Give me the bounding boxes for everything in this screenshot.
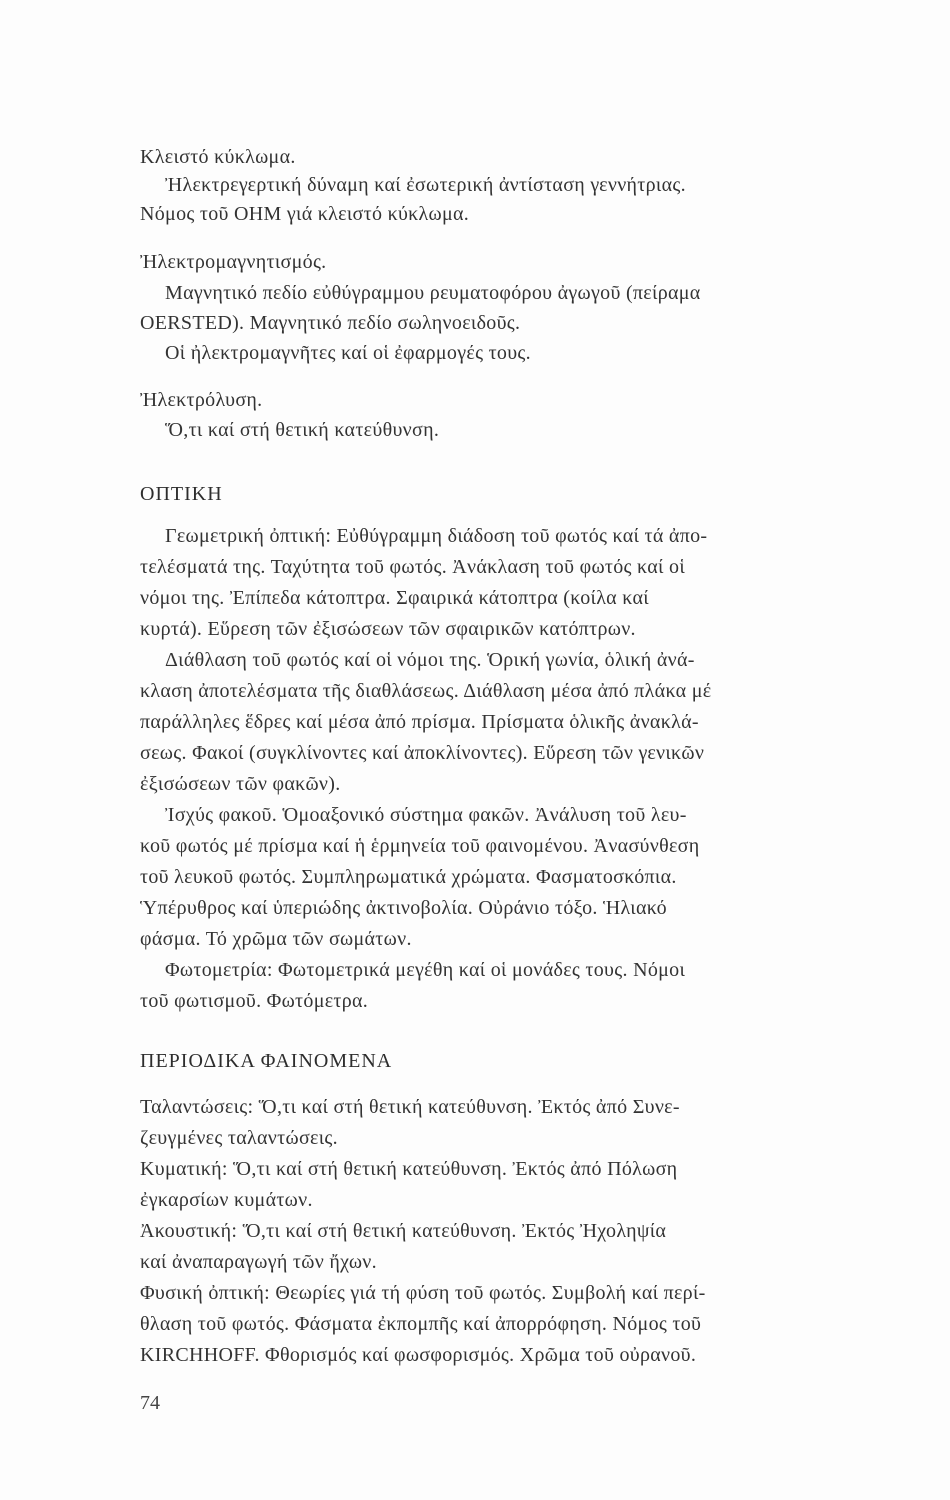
- text-line: Ἠλεκτρομαγνητισμός.: [140, 251, 327, 273]
- text-line: Ὅ,τι καί στή θετική κατεύθυνση.: [165, 419, 440, 441]
- text-line: ζευγμένες ταλαντώσεις.: [140, 1127, 338, 1149]
- text-line: Ἠλεκτρεγερτική δύναμη καί ἐσωτερική ἀντίσταση γεννήτριας.: [165, 174, 686, 196]
- text-line: Κλειστό κύκλωμα.: [140, 146, 296, 168]
- text-line: Μαγνητικό πεδίο εὐθύγραμμου ρευματοφόρου ἀγωγοῦ (πείραμα: [165, 282, 701, 304]
- section-heading: ΟΠΤΙΚΗ: [140, 483, 223, 505]
- text-line: θλαση τοῦ φωτός. Φάσματα ἐκπομπῆς καί ἀπορρόφηση. Νόμος τοῦ: [140, 1313, 702, 1335]
- text-line: νόμοι της. Ἐπίπεδα κάτοπτρα. Σφαιρικά κάτοπτρα (κοίλα καί: [140, 587, 649, 609]
- text-line: Φωτομετρία: Φωτομετρικά μεγέθη καί οἱ μονάδες τους. Νόμοι: [165, 959, 686, 981]
- text-line: παράλληλες ἕδρες καί μέσα ἀπό πρίσμα. Πρίσματα ὁλικῆς ἀνακλά-: [140, 711, 699, 733]
- text-line: Φυσική ὀπτική: Θεωρίες γιά τή φύση τοῦ φωτός. Συμβολή καί περί-: [140, 1282, 706, 1304]
- text-line: Διάθλαση τοῦ φωτός καί οἱ νόμοι της. Ὁρική γωνία, ὁλική ἀνά-: [165, 649, 695, 671]
- text-line: Νόμος τοῦ OHM γιά κλειστό κύκλωμα.: [140, 203, 470, 225]
- text-line: ἐγκαρσίων κυμάτων.: [140, 1189, 313, 1211]
- text-line: κλαση ἀποτελέσματα τῆς διαθλάσεως. Διάθλαση μέσα ἀπό πλάκα μέ: [140, 680, 712, 702]
- text-line: Οἱ ἠλεκτρομαγνῆτες καί οἱ ἐφαρμογές τους.: [165, 342, 531, 364]
- text-line: Κυματική: Ὅ,τι καί στή θετική κατεύθυνση. Ἐκτός ἀπό Πόλωση: [140, 1158, 678, 1180]
- text-line: Ταλαντώσεις: Ὅ,τι καί στή θετική κατεύθυνση. Ἐκτός ἀπό Συνε-: [140, 1096, 680, 1118]
- text-line: φάσμα. Τό χρῶμα τῶν σωμάτων.: [140, 928, 412, 950]
- text-line: KIRCHHOFF. Φθορισμός καί φωσφορισμός. Χρῶμα τοῦ οὐρανοῦ.: [140, 1344, 697, 1366]
- text-line: Ἰσχύς φακοῦ. Ὁμοαξονικό σύστημα φακῶν. Ἀνάλυση τοῦ λευ-: [165, 804, 687, 826]
- text-line: Ὑπέρυθρος καί ὑπεριώδης ἀκτινοβολία. Οὐράνιο τόξο. Ἡλιακό: [140, 897, 667, 919]
- text-line: Ἠλεκτρόλυση.: [140, 389, 263, 411]
- text-line: τελέσματά της. Ταχύτητα τοῦ φωτός. Ἀνάκλαση τοῦ φωτός καί οἱ: [140, 556, 686, 578]
- text-line: κυρτά). Εὕρεση τῶν ἐξισώσεων τῶν σφαιρικῶν κατόπτρων.: [140, 618, 636, 640]
- text-line: τοῦ φωτισμοῦ. Φωτόμετρα.: [140, 990, 369, 1012]
- text-line: σεως. Φακοί (συγκλίνοντες καί ἀποκλίνοντες). Εὕρεση τῶν γενικῶν: [140, 742, 705, 764]
- text-line: Ἀκουστική: Ὅ,τι καί στή θετική κατεύθυνση. Ἐκτός Ἠχοληψία: [140, 1220, 667, 1242]
- section-heading: ΠΕΡΙΟΔΙΚΑ ΦΑΙΝΟΜΕΝΑ: [140, 1050, 393, 1072]
- text-line: Γεωμετρική ὀπτική: Εὐθύγραμμη διάδοση τοῦ φωτός καί τά ἀπο-: [165, 525, 708, 547]
- text-line: κοῦ φωτός μέ πρίσμα καί ἡ ἑρμηνεία τοῦ φαινομένου. Ἀνασύνθεση: [140, 835, 700, 857]
- text-line: ἐξισώσεων τῶν φακῶν).: [140, 773, 341, 795]
- page-number: 74: [140, 1392, 160, 1414]
- text-line: τοῦ λευκοῦ φωτός. Συμπληρωματικά χρώματα. Φασματοσκόπια.: [140, 866, 677, 888]
- text-line: καί ἀναπαραγωγή τῶν ἤχων.: [140, 1251, 377, 1273]
- text-line: OERSTED). Μαγνητικό πεδίο σωληνοειδοῦς.: [140, 312, 521, 334]
